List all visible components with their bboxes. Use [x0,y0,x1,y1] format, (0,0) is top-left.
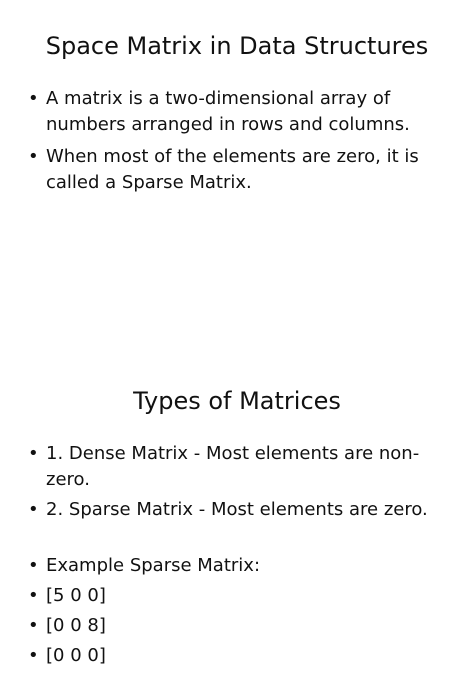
bullet-dot-icon: • [28,645,39,666]
bullet-list [28,86,460,196]
slide-title: Space Matrix in Data Structures [45,32,429,60]
bullet-dot-icon: • [28,555,39,576]
bullet-item [28,144,460,196]
bullet-dot-icon: • [28,146,39,167]
bullet-item [28,497,460,523]
bullet-text: [0 0 0] [46,645,106,666]
bullet-text: Example Sparse Matrix: [46,555,261,576]
bullet-item [28,86,460,138]
bullet-item [28,643,460,669]
slide-title: Types of Matrices [133,387,341,415]
bullet-dot-icon: • [28,615,39,636]
bullet-dot-icon: • [28,443,39,464]
bullet-text: [5 0 0] [46,585,106,606]
slide-2 [0,366,474,666]
bullet-item [28,583,460,609]
slide-1 [0,0,474,316]
bullet-dot-icon: • [28,585,39,606]
bullet-text: A matrix is a two-dimensional array of numbers arranged in rows and columns. [46,88,410,135]
bullet-text: When most of the elements are zero, it is called a Sparse Matrix. [46,146,419,193]
bullet-item [28,553,460,579]
bullet-dot-icon: • [28,88,39,109]
bullet-list [28,441,460,673]
bullet-dot-icon: • [28,499,39,520]
bullet-item [28,613,460,639]
bullet-text: [0 0 8] [46,615,106,636]
bullet-item [28,441,460,493]
bullet-text: 2. Sparse Matrix - Most elements are zero. [46,499,428,520]
bullet-text: 1. Dense Matrix - Most elements are non-zero. [46,443,420,490]
